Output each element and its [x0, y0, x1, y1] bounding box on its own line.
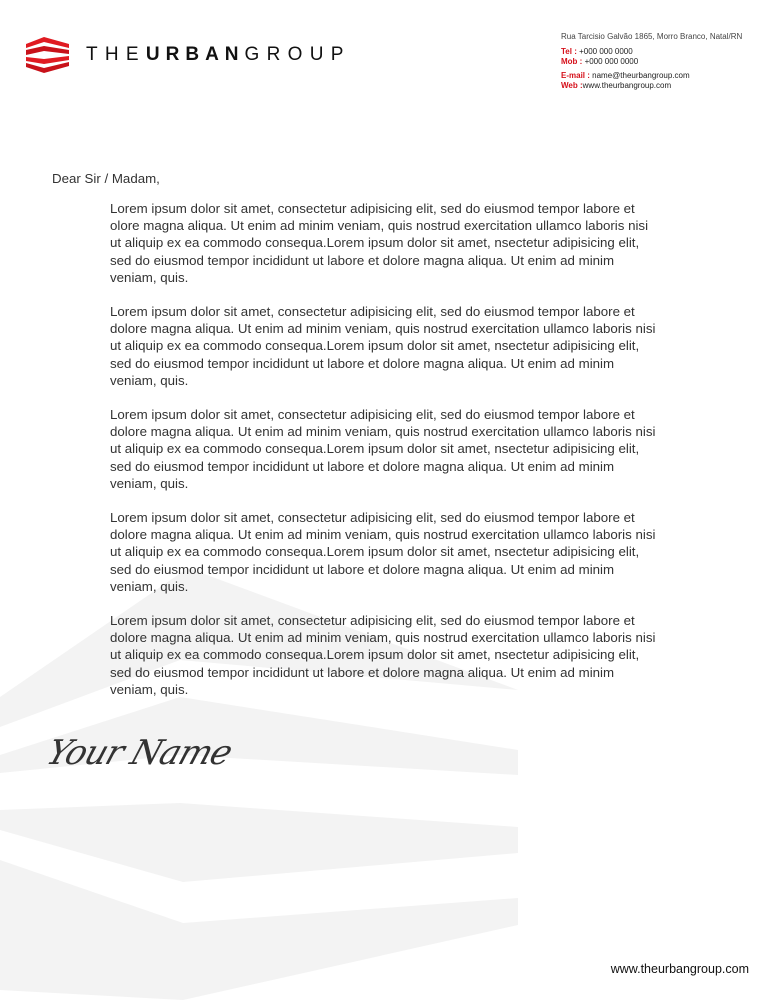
email-line: E-mail : name@theurbangroup.com	[561, 71, 690, 80]
greeting: Dear Sir / Madam,	[52, 171, 160, 186]
paragraph-line: sed do eiusmod tempor incididunt ut labore et dolore magna aliqua. Ut enim ad minim	[110, 458, 615, 474]
paragraph-line: ut aliquip ex ea commodo consequa.Lorem ipsum dolor sit amet, nsectetur adipisicing elit,	[110, 441, 640, 457]
paragraph	[110, 612, 730, 698]
paragraph	[110, 406, 730, 492]
watermark-band	[0, 803, 518, 882]
paragraph-line: veniam, quis.	[110, 578, 189, 594]
paragraph-line: ut aliquip ex ea commodo consequa.Lorem ipsum dolor sit amet, nsectetur adipisicing elit,	[110, 544, 640, 560]
paragraph-line: veniam, quis.	[110, 681, 189, 697]
watermark-band	[0, 860, 518, 1000]
paragraph-line: Lorem ipsum dolor sit amet, consectetur adipisicing elit, sed do eiusmod tempor labore et	[110, 407, 635, 423]
paragraph	[110, 509, 730, 595]
paragraph-line: sed do eiusmod tempor incididunt ut labore et dolore magna aliqua. Ut enim ad minim	[110, 355, 615, 371]
paragraph	[110, 200, 730, 286]
company-logo	[26, 37, 351, 73]
mob-line: Mob : +000 000 0000	[561, 57, 639, 66]
paragraph-line: Lorem ipsum dolor sit amet, consectetur adipisicing elit, sed do eiusmod tempor labore et	[110, 510, 635, 526]
tel-line: Tel : +000 000 0000	[561, 47, 633, 56]
paragraph-line: veniam, quis.	[110, 372, 189, 388]
paragraph-line: Lorem ipsum dolor sit amet, consectetur adipisicing elit, sed do eiusmod tempor labore et	[110, 613, 635, 629]
paragraph-line: ut aliquip ex ea commodo consequa.Lorem ipsum dolor sit amet, nsectetur adipisicing elit,	[110, 338, 640, 354]
paragraph-line: ut aliquip ex ea commodo consequa.Lorem ipsum dolor sit amet, nsectetur adipisicing elit,	[110, 235, 640, 251]
contact-block	[561, 32, 742, 91]
paragraph-line: sed do eiusmod tempor incididunt ut labore et dolore magna aliqua. Ut enim ad minim	[110, 561, 615, 577]
paragraph-line: dolore magna aliqua. Ut enim ad minim veniam, quis nostrud exercitation ullamco laboris nisi	[110, 424, 656, 440]
paragraph-line: Lorem ipsum dolor sit amet, consectetur adipisicing elit, sed do eiusmod tempor labore et	[110, 201, 635, 216]
footer-website[interactable]: www.theurbangroup.com	[610, 962, 749, 976]
web-line: Web :www.theurbangroup.com	[561, 81, 672, 90]
logo-wordmark: THEURBANGROUP	[86, 44, 351, 65]
email-link[interactable]: name@theurbangroup.com	[592, 71, 690, 80]
letter-body	[110, 200, 730, 715]
paragraph-line: dolore magna aliqua. Ut enim ad minim veniam, quis nostrud exercitation ullamco laboris nisi	[110, 527, 656, 543]
paragraph-line: dolore magna aliqua. Ut enim ad minim veniam, quis nostrud exercitation ullamco laboris nisi	[110, 321, 656, 337]
paragraph-line: sed do eiusmod tempor incididunt ut labore et dolore magna aliqua. Ut enim ad minim	[110, 252, 615, 268]
paragraph-line: ut aliquip ex ea commodo consequa.Lorem ipsum dolor sit amet, nsectetur adipisicing elit,	[110, 647, 640, 663]
address: Rua Tarcisio Galvão 1865, Morro Branco, Natal/RN	[561, 32, 743, 41]
logo-mark-icon	[26, 37, 69, 73]
paragraph-line: dolore magna aliqua. Ut enim ad minim veniam, quis nostrud exercitation ullamco laboris nisi	[110, 630, 656, 646]
signature: Your Name	[41, 733, 237, 773]
paragraph-line: veniam, quis.	[110, 269, 189, 285]
paragraph-line: Lorem ipsum dolor sit amet, consectetur adipisicing elit, sed do eiusmod tempor labore et	[110, 304, 635, 320]
paragraph-line: veniam, quis.	[110, 475, 189, 491]
paragraph	[110, 303, 730, 389]
paragraph-line: sed do eiusmod tempor incididunt ut labore et dolore magna aliqua. Ut enim ad minim	[110, 664, 615, 680]
web-link[interactable]: www.theurbangroup.com	[582, 81, 672, 90]
paragraph-line: olore magna aliqua. Ut enim ad minim veniam, quis nostrud exercitation ullamco laboris nisi	[110, 218, 649, 234]
